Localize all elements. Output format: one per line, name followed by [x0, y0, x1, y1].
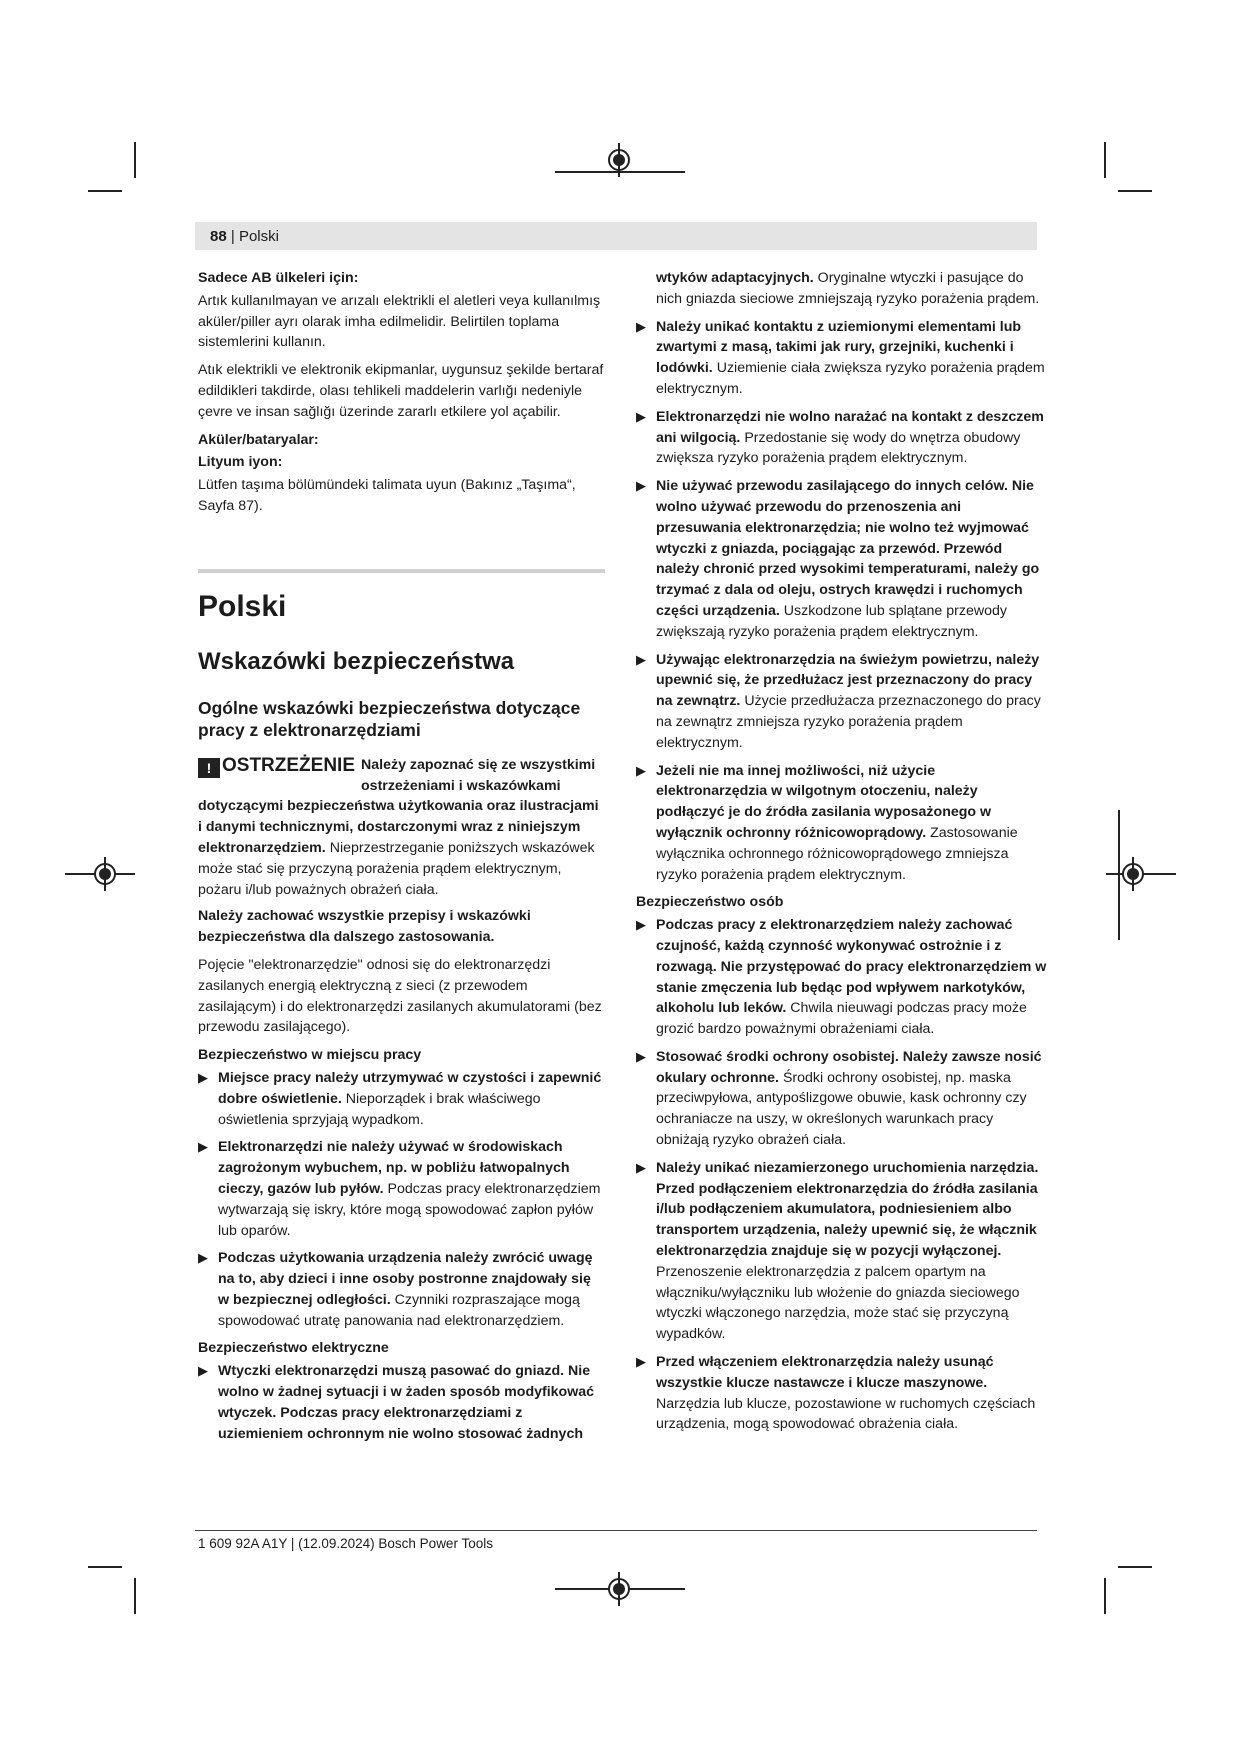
list-item: ▶ Należy unikać kontaktu z uziemionymi elementami lub zwartymi z masą, takimi jak rury, grzejniki, kuchenki i lodówki. Uziemienie ciała zwiększa ryzyko porażenia prądem elektrycznym. [636, 318, 1045, 397]
eu-paragraph-2: Atık elektrikli ve elektronik ekipmanlar, uygunsuz şekilde bertaraf edildikleri takdirde, olası tehlikeli maddelerin varlığı nedeniyle çevre ve insan sağlığı üzerinde zararlı etkilere yol açabilir. [198, 362, 604, 420]
electrical-safety-title: Bezpieczeństwo elektryczne [198, 1340, 389, 1357]
work-area-title: Bezpieczeństwo w miejscu pracy [198, 1047, 422, 1064]
crop-mark [1104, 1578, 1106, 1614]
bullet-arrow-icon: ▶ [198, 1363, 208, 1379]
left-column [198, 268, 605, 1451]
warning-triangle-icon: ! [198, 758, 220, 778]
bullet-arrow-icon: ▶ [636, 478, 646, 494]
bullet-arrow-icon: ▶ [636, 1048, 646, 1064]
list-item: ▶ Przed włączeniem elektronarzędzia należy usunąć wszystkie klucze nastawcze i klucze maszynowe. Narzędzia lub klucze, pozostawione w ruchomych częściach urządzenia, mogą spowodować obrażenia ciała. [636, 1354, 1036, 1433]
bullet-arrow-icon: ▶ [636, 1354, 646, 1370]
list-item: ▶ Elektronarzędzi nie należy używać w środowiskach zagrożonym wybuchem, np. w pobliżu łatwopalnych cieczy, gazów lub pyłów. Podczas pracy elektronarzędziem wytwarzają się iskry, które mogą spowodować zapłon pyłów lub oparów. [198, 1139, 601, 1239]
electrical-safety-list [198, 1361, 605, 1444]
eu-title: Sadece AB ülkeleri için: [198, 270, 359, 286]
general-safety-heading: Ogólne wskazówki bezpieczeństwa dotyczące pracy z elektronarzędziami [198, 697, 581, 740]
crop-mark [1118, 1566, 1152, 1568]
page-number: 88 [210, 228, 227, 245]
crop-mark [88, 190, 122, 192]
header-bar [195, 222, 1037, 250]
bullet-arrow-icon: ▶ [198, 1139, 208, 1155]
registration-mark [1122, 863, 1144, 885]
page-header [210, 228, 279, 245]
registration-mark [608, 1578, 630, 1600]
bullet-arrow-icon: ▶ [198, 1069, 208, 1085]
work-area-list [198, 1068, 605, 1332]
right-column [636, 268, 1047, 1442]
personal-safety-title: Bezpieczeństwo osób [636, 894, 784, 911]
list-item: ▶ Stosować środki ochrony osobistej. Należy zawsze nosić okulary ochronne. Środki ochrony osobistej, np. maska przeciwpyłowa, antypoślizgowe obuwie, kask ochronny czy ochraniacze na uszy, w określonych warunkach pracy obniżają ryzyko obrażeń ciała. [636, 1048, 1042, 1149]
safety-heading: Wskazówki bezpieczeństwa [198, 647, 515, 675]
warning-block [198, 755, 605, 901]
list-item: ▶ Wtyczki elektronarzędzi muszą pasować do gniazd. Nie wolno w żadnej sytuacji i w żaden sposób modyfikować wtyczek. Podczas pracy elektronarzędziami z uziemieniem ochronnym nie wolno stosować żadnych [198, 1363, 595, 1442]
term-definition: Pojęcie "elektronarzędzie" odnosi się do elektronarzędzi zasilanych energią elektryczną z sieci (z przewodem zasilającym) i do elektronarzędzi zasilanych akumulatorami (bez przewodu zasilającego). [198, 956, 602, 1036]
list-item: ▶ Podczas użytkowania urządzenia należy zwrócić uwagę na to, aby dzieci i inne osoby postronne znajdowały się w bezpiecznej odległości. Czynniki rozpraszające mogą spowodować utratę panowania nad elektronarzędziem. [198, 1250, 593, 1329]
warning-bold-text: Należy zapoznać się ze wszystkimi ostrzeżeniami i wskazówkami dotyczącymi bezpieczeństwa użytkowania oraz ilustracjami i danymi technicznymi, dostarczonymi wraz z niniejszym elektronarzędziem. [198, 756, 599, 856]
crop-mark [1118, 810, 1120, 940]
eu-paragraph-1: Artık kullanılmayan ve arızalı elektrikli el aletleri veya kullanılmış aküler/piller ayrı olarak imha edilmelidir. Belirtilen toplama sistemlerini kullanın. [198, 292, 601, 351]
list-item: ▶ Jeżeli nie ma innej możliwości, niż użycie elektronarzędzia w wilgotnym otoczeniu, należy podłączyć je do źródła zasilania wyposażonego w wyłącznik ochronny różnicowoprądowy. Zastosowanie wyłącznika ochronnego różnicowoprądowego zmniejsza ryzyko porażenia prądem elektrycznym. [636, 762, 1018, 883]
crop-mark [1104, 142, 1106, 178]
continued-item: wtyków adaptacyjnych. Oryginalne wtyczki i pasujące do nich gniazda sieciowe zmniejszają ryzyko porażenia prądem. [656, 270, 1040, 307]
bullet-arrow-icon: ▶ [636, 762, 646, 778]
registration-mark [94, 863, 116, 885]
crop-mark [555, 171, 685, 173]
footer-divider [195, 1530, 1037, 1531]
bullet-arrow-icon: ▶ [636, 651, 646, 667]
list-item: ▶ Miejsce pracy należy utrzymywać w czystości i zapewnić dobre oświetlenie. Nieporządek i brak właściwego oświetlenia sprzyjają wypadkom. [198, 1069, 602, 1128]
bullet-arrow-icon: ▶ [636, 917, 646, 933]
crop-mark [88, 1566, 122, 1568]
warning-text: Nieprzestrzeganie poniższych wskazówek może stać się przyczyną porażenia prądem elektrycznym, pożaru i/lub poważnych obrażeń ciała. [198, 839, 595, 898]
battery-title: Aküler/bataryalar: [198, 431, 319, 448]
bullet-arrow-icon: ▶ [636, 318, 646, 334]
warning-label: ! OSTRZEŻENIE [198, 755, 355, 778]
bullet-arrow-icon: ▶ [198, 1250, 208, 1266]
lithium-title: Lityum iyon: [198, 454, 283, 471]
electrical-safety-list-continued [636, 317, 1047, 886]
keep-instructions: Należy zachować wszystkie przepisy i wskazówki bezpieczeństwa dla dalszego zastosowania. [198, 908, 531, 946]
language-heading: Polski [198, 589, 287, 623]
footer-text: 1 609 92A A1Y | (12.09.2024) Bosch Power Tools [198, 1536, 493, 1551]
bullet-arrow-icon: ▶ [636, 408, 646, 424]
list-item: ▶ Nie używać przewodu zasilającego do innych celów. Nie wolno używać przewodu do przenoszenia ani przesuwania elektronarzędzia; nie wolno też wyjmować wtyczki z gniazda, pociągając za przewód. Przewód należy chronić przed wysokimi temperaturami, należy go trzymać z dala od oleju, ostrych krawędzi i ruchomych części urządzenia. Uszkodzone lub splątane przewody zwiększają ryzyko porażenia prądem elektrycznym. [636, 478, 1040, 640]
crop-mark [134, 142, 136, 178]
header-language: Polski [238, 228, 279, 245]
personal-safety-list [636, 915, 1047, 1435]
crop-mark [1118, 190, 1152, 192]
list-item: ▶ Podczas pracy z elektronarzędziem należy zachować czujność, każdą czynność wykonywać ostrożnie i z rozwagą. Nie przystępować do pracy elektronarzędziem w stanie zmęczenia lub będąc pod wpływem narkotyków, alkoholu lub leków. Chwila nieuwagi podczas pracy może grozić bardzo poważnymi obrażeniami ciała. [636, 917, 1047, 1038]
registration-mark [608, 149, 630, 171]
list-item: ▶ Elektronarzędzi nie wolno narażać na kontakt z deszczem ani wilgocią. Przedostanie się wody do wnętrza obudowy zwiększa ryzyko porażenia prądem elektrycznym. [636, 408, 1044, 467]
list-item: ▶ Używając elektronarzędzia na świeżym powietrzu, należy upewnić się, że przedłużacz jest przeznaczony do pracy na zewnątrz. Użycie przedłużacza przeznaczonego do pracy na zewnątrz zmniejsza ryzyko porażenia prądem elektrycznym. [636, 651, 1041, 751]
crop-mark [134, 1578, 136, 1614]
lithium-text: Lütfen taşıma bölümündeki talimata uyun (Bakınız „Taşıma“, Sayfa 87). [198, 477, 576, 514]
header-separator: | [230, 228, 235, 245]
list-item: ▶ Należy unikać niezamierzonego uruchomienia narzędzia. Przed podłączeniem elektronarzędzia do źródła zasilania i/lub podłączeniem akumulatora, podniesieniem albo transportem urządzenia, należy upewnić się, że włącznik elektronarzędzia znajduje się w pozycji wyłączonej. Przenoszenie elektronarzędzia z palcem opartym na włączniku/wyłączniku lub włożenie do gniazda sieciowego wtyczki włączonego narzędzia, może stać się przyczyną wypadków. [636, 1159, 1039, 1343]
bullet-arrow-icon: ▶ [636, 1159, 646, 1175]
section-divider [198, 569, 605, 573]
